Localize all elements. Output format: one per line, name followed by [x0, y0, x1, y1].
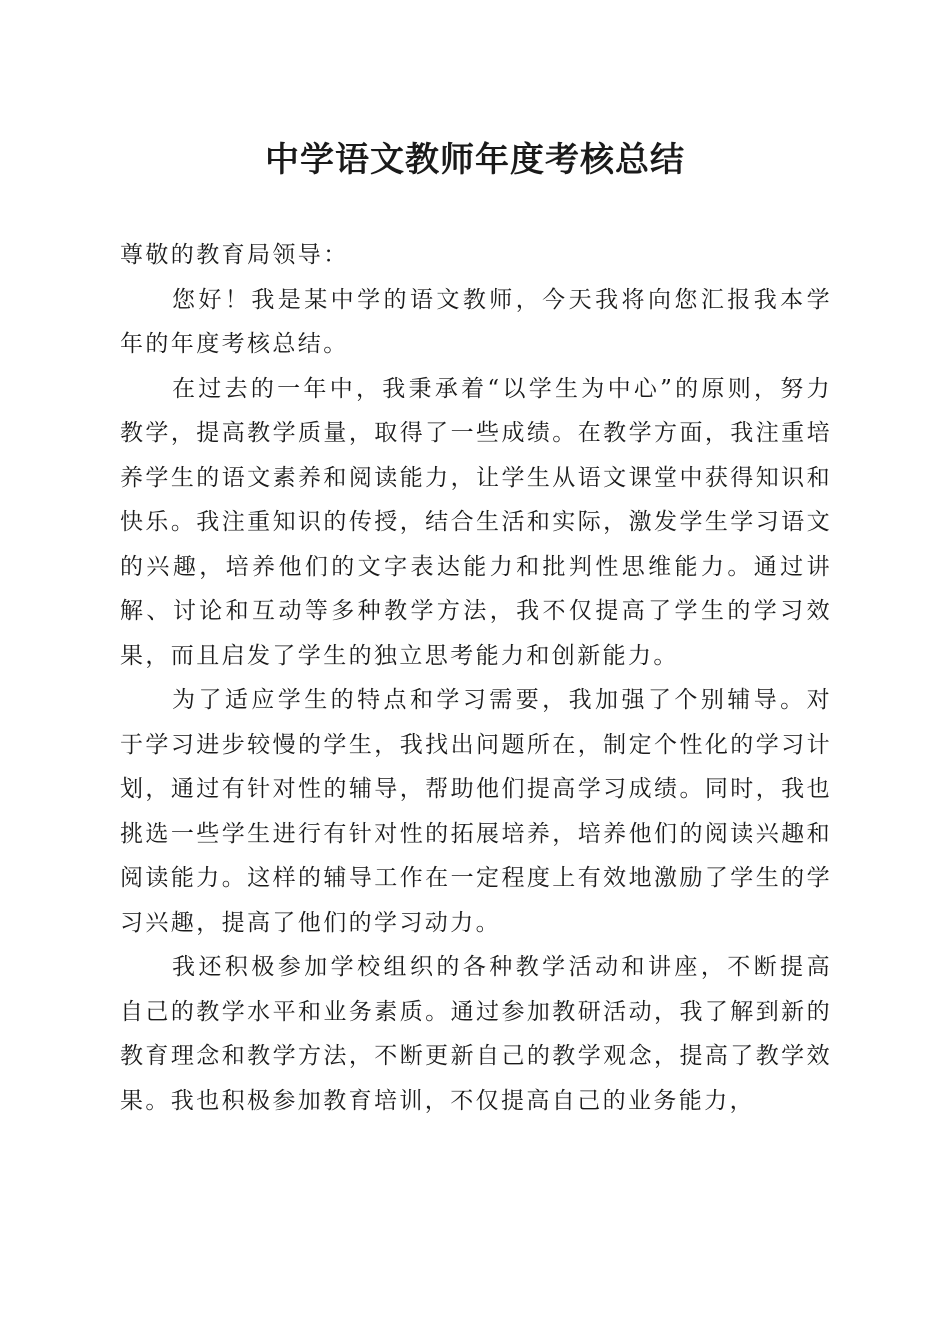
paragraph-tutoring: 为了适应学生的特点和学习需要，我加强了个别辅导。对于学习进步较慢的学生，我找出问题所在，制定个性化的学习计划，通过有针对性的辅导，帮助他们提高学习成绩。同时，我也挑选一些学生进行有针对性的拓展培养，培养他们的阅读兴趣和阅读能力。这样的辅导工作在一定程度上有效地激励了学生的学习兴趣，提高了他们的学习动力。 [120, 687, 832, 936]
document-title: 中学语文教师年度考核总结 [265, 140, 685, 180]
paragraph-teaching: 在过去的一年中，我秉承着“以学生为中心”的原则，努力教学，提高教学质量，取得了一些成绩。在教学方面，我注重培养学生的语文素养和阅读能力，让学生从语文课堂中获得知识和快乐。我注重知识的传授，结合生活和实际，激发学生学习语文的兴趣，培养他们的文字表达能力和批判性思维能力。通过讲解、讨论和互动等多种教学方法，我不仅提高了学生的学习效果，而且启发了学生的独立思考能力和创新能力。 [120, 375, 832, 669]
paragraph-greeting: 您好！我是某中学的语文教师，今天我将向您汇报我本学年的年度考核总结。 [120, 286, 832, 357]
salutation: 尊敬的教育局领导： [120, 242, 349, 268]
document-body [120, 233, 832, 1123]
paragraph-training: 我还积极参加学校组织的各种教学活动和讲座，不断提高自己的教学水平和业务素质。通过参加教研活动，我了解到新的教育理念和教学方法，不断更新自己的教学观念，提高了教学效果。我也积极参加教育培训，不仅提高自己的业务能力， [120, 954, 832, 1114]
